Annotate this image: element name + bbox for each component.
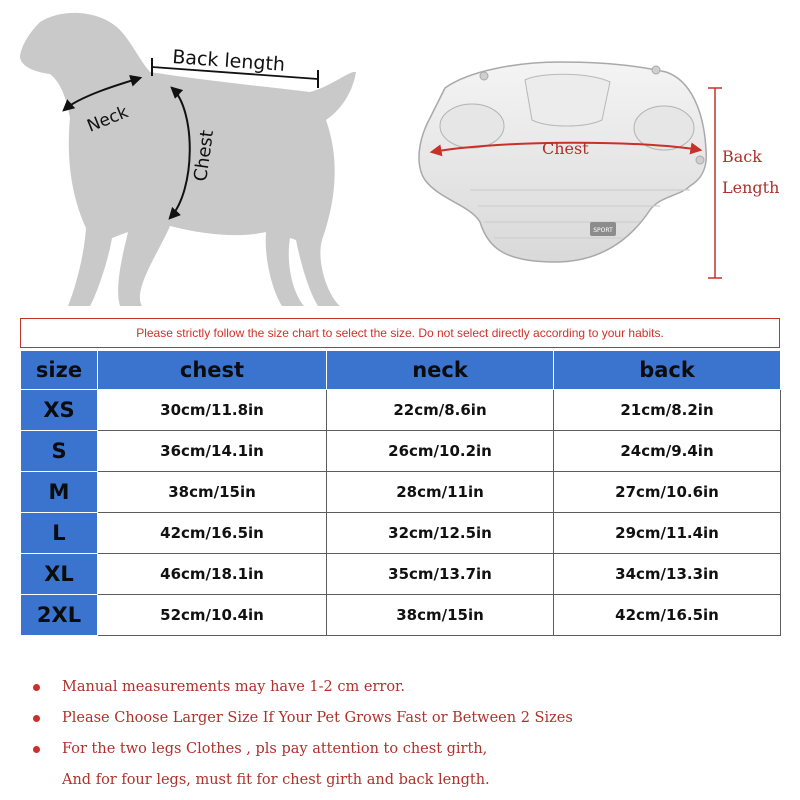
header-chest: chest [98,351,327,390]
table-row [21,431,781,472]
bullet-dot-icon [33,746,40,753]
back-length-label: Back length [171,46,286,76]
coat-chest-label: Chest [542,139,589,158]
neck-label: Neck [84,102,132,137]
table-header-row [21,351,781,390]
table-row [21,472,781,513]
neck-cell: 28cm/11in [327,472,554,513]
chest-cell: 52cm/10.4in [98,595,327,636]
size-cell: M [21,472,98,513]
neck-cell: 26cm/10.2in [327,431,554,472]
back-cell: 42cm/16.5in [554,595,781,636]
header-neck: neck [327,351,554,390]
size-cell: XS [21,390,98,431]
chest-cell: 46cm/18.1in [98,554,327,595]
chest-cell: 38cm/15in [98,472,327,513]
snap-button-right [652,66,660,74]
snap-button-left [480,72,488,80]
chest-cell: 30cm/11.8in [98,390,327,431]
note-item [30,734,780,765]
back-cell: 21cm/8.2in [554,390,781,431]
size-cell: 2XL [21,595,98,636]
size-cell: S [21,431,98,472]
note-text: And for four legs, must fit for chest girth and back length. [62,772,490,788]
note-item [30,672,780,703]
hood [525,74,610,126]
measurement-diagram [0,0,800,318]
table-row [21,554,781,595]
neck-cell: 22cm/8.6in [327,390,554,431]
diagram-svg [0,0,800,318]
table-row [21,390,781,431]
back-cell: 29cm/11.4in [554,513,781,554]
chest-cell: 42cm/16.5in [98,513,327,554]
notes-list [30,672,780,796]
table-row [21,595,781,636]
chest-cell: 36cm/14.1in [98,431,327,472]
snap-button-side [696,156,704,164]
neck-cell: 38cm/15in [327,595,554,636]
bullet-dot-icon [33,715,40,722]
size-notice: Please strictly follow the size chart to select the size. Do not select directly according to your habits. [20,318,780,348]
neck-cell: 32cm/12.5in [327,513,554,554]
coat-illustration [419,62,706,262]
back-cell: 34cm/13.3in [554,554,781,595]
left-leg-opening [440,104,504,148]
header-back: back [554,351,781,390]
table-row [21,513,781,554]
bullet-dot-icon [33,684,40,691]
coat-back-label: Back [722,147,762,166]
note-item [30,703,780,734]
size-chart-table [20,350,781,636]
brand-tag-label: SPORT [593,227,613,234]
size-cell: XL [21,554,98,595]
neck-cell: 35cm/13.7in [327,554,554,595]
back-cell: 27cm/10.6in [554,472,781,513]
coat-length-label: Length [722,178,780,197]
note-item [30,765,780,796]
back-cell: 24cm/9.4in [554,431,781,472]
header-size: size [21,351,98,390]
size-cell: L [21,513,98,554]
note-text: Please Choose Larger Size If Your Pet Grows Fast or Between 2 Sizes [62,710,573,726]
note-text: For the two legs Clothes , pls pay attention to chest girth, [62,741,488,757]
note-text: Manual measurements may have 1-2 cm error. [62,679,405,695]
chest-label: Chest [190,128,219,183]
